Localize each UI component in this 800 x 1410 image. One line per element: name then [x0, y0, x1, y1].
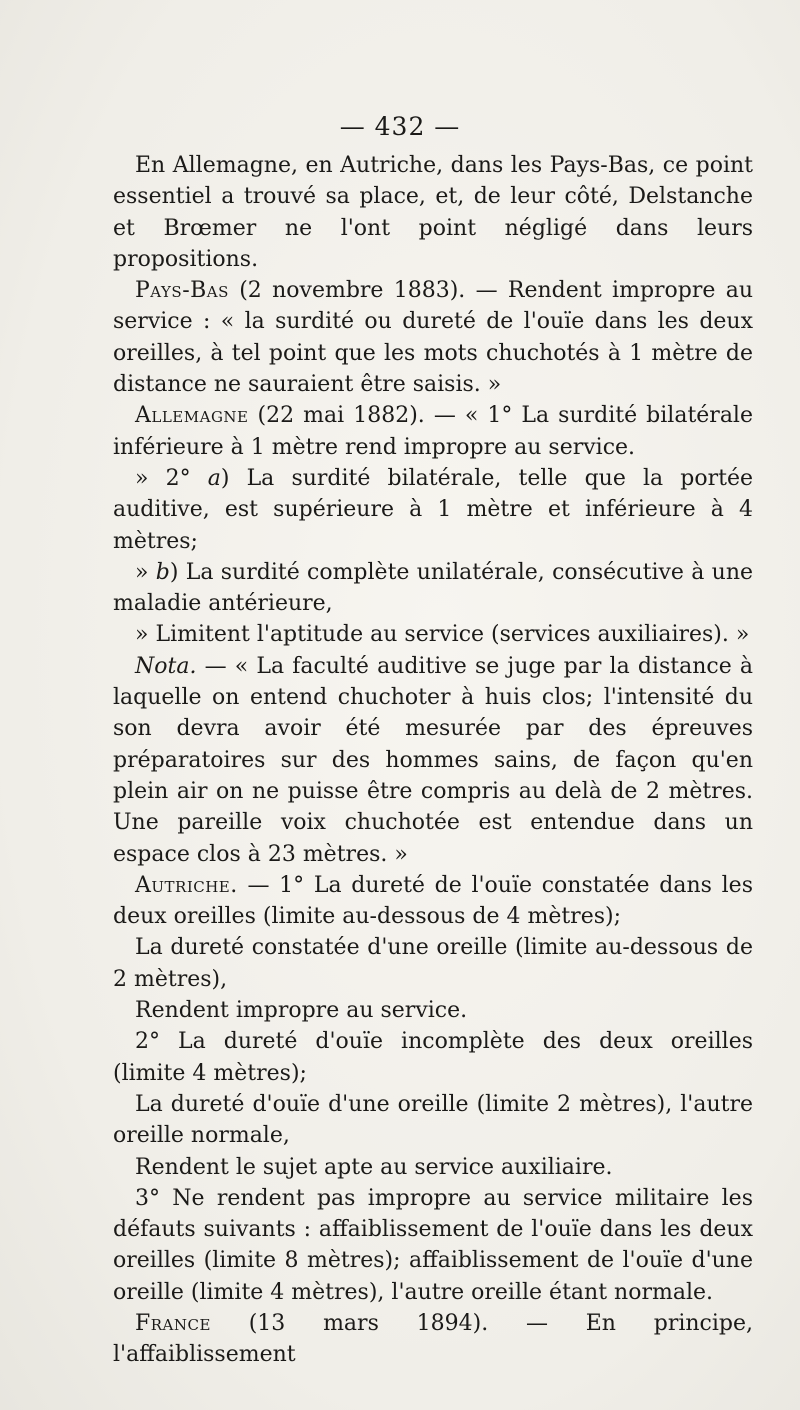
text-run: » 2°: [135, 465, 208, 491]
text-run: ) La surdité bilatérale, telle que la portée auditive, est supérieure à 1 mètre et inférieure à 4 mètres;: [113, 465, 753, 554]
italic-letter: b: [155, 559, 170, 585]
text-run: Rendent impropre au service.: [135, 998, 468, 1024]
text-run: — « La faculté auditive se juge par la distance à laquelle on entend chuchoter à huis clos; l'intensité du son devra avoir été mesurée par des épreuves préparatoires sur des hommes sains, de façon qu'en plein air on ne puisse être compris au delà de 2 mètres. Une pareille voix chuchotée est entendue dans un espace clos à 23 mètres. »: [113, 653, 753, 867]
nota-label: Nota.: [135, 653, 197, 679]
text-run: ) La surdité complète unilatérale, consécutive à une maladie antérieure,: [113, 559, 754, 617]
paragraph: [113, 1026, 753, 1089]
country-heading: Allemagne: [135, 403, 249, 429]
text-run: 3° Ne rendent pas impropre au service militaire les défauts suivants : affaiblissement de l'ouïe dans les deux oreilles (limite 8 mètres); affaiblissement de l'ouïe d'une oreille (limite 4 mètres), l'autre oreille étant normale.: [113, 1185, 753, 1305]
text-run: 2° La dureté d'ouïe incomplète des deux oreilles (limite 4 mètres);: [113, 1029, 753, 1086]
text-run: »: [135, 559, 156, 585]
italic-letter: a: [207, 465, 221, 491]
paragraph: [113, 400, 753, 463]
paragraph: [113, 651, 753, 870]
paragraph: [113, 1183, 753, 1308]
paragraph: [113, 463, 753, 557]
paragraph: [113, 995, 753, 1026]
paragraph: [113, 1089, 753, 1152]
paragraph: [113, 932, 753, 995]
text-run: (13 mars 1894). — En principe, l'affaiblissement: [113, 1310, 753, 1368]
text-run: La dureté constatée d'une oreille (limite au-dessous de 2 mètres),: [113, 935, 753, 992]
paragraph: [113, 275, 753, 400]
paragraph: [113, 150, 753, 275]
text-run: » Limitent l'aptitude au service (services auxiliaires). »: [135, 622, 750, 648]
text-run: Rendent le sujet apte au service auxiliaire.: [135, 1154, 613, 1180]
country-heading: Pays-Bas: [135, 278, 229, 304]
paragraph: [113, 557, 753, 620]
page-number: — 432 —: [339, 112, 461, 141]
page-body: [113, 150, 753, 1371]
text-run: En Allemagne, en Autriche, dans les Pays-Bas, ce point essentiel a trouvé sa place, et, de leur côté, Delstanche et Brœmer ne l'ont point négligé dans leurs propositions.: [113, 153, 753, 272]
text-run: La dureté d'ouïe d'une oreille (limite 2 mètres), l'autre oreille normale,: [113, 1091, 753, 1149]
paragraph: [113, 1152, 753, 1183]
text-run: (22 mai 1882). — « 1° La surdité bilatérale inférieure à 1 mètre rend impropre au service.: [113, 403, 753, 460]
text-run: — 1° La dureté de l'ouïe constatée dans les deux oreilles (limite au-dessous de 4 mètres);: [113, 872, 753, 930]
country-heading: France: [135, 1310, 211, 1336]
text-run: (2 novembre 1883). — Rendent impropre au service : « la surdité ou dureté de l'ouïe dans les deux oreilles, à tel point que les mots chuchotés à 1 mètre de distance ne sauraient être saisis. »: [113, 278, 753, 398]
paragraph: [113, 870, 753, 933]
paragraph: [113, 619, 753, 650]
paragraph: [113, 1308, 753, 1371]
country-heading: Autriche.: [135, 872, 238, 898]
